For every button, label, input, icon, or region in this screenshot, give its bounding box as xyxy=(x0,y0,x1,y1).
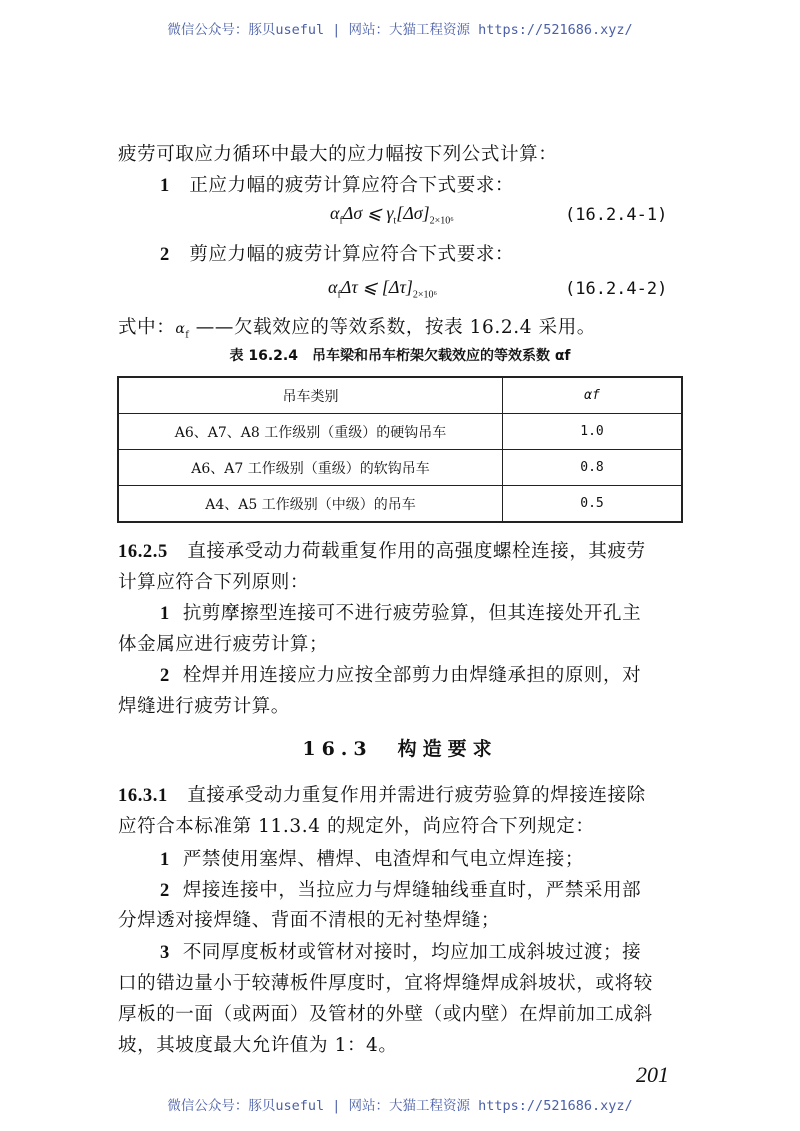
clause-16-3-1: 16.3.1 直接承受动力重复作用并需进行疲劳验算的焊接连接除 xyxy=(118,785,646,806)
table-row: A4、A5 工作级别（中级）的吊车 0.5 xyxy=(118,486,682,523)
equation-1-label: (16.2.4-1) xyxy=(565,205,668,225)
clause-item: 3 不同厚度板材或管材对接时，均应加工成斜坡过渡；接 xyxy=(160,942,642,963)
clause-text: 厚板的一面（或两面）及管材的外壁（或内壁）在焊前加工成斜 xyxy=(118,1004,653,1025)
clause-item: 1 严禁使用塞焊、槽焊、电渣焊和气电立焊连接； xyxy=(160,849,584,870)
clause-text: 坡，其坡度最大允许值为 1：4。 xyxy=(118,1035,398,1056)
clause-text: 应符合本标准第 11.3.4 的规定外，尚应符合下列规定： xyxy=(118,816,595,837)
page-number: 201 xyxy=(636,1062,669,1087)
clause-text: 焊缝进行疲劳计算。 xyxy=(118,696,290,717)
item-number: 1 xyxy=(160,176,170,196)
table-header-row: 吊车类别 αf xyxy=(118,377,682,414)
item-text: 正应力幅的疲劳计算应符合下式要求： xyxy=(189,175,515,196)
watermark-header: 微信公众号：豚贝useful | 网站：大猫工程资源 https://521686.xyz/ xyxy=(167,22,633,38)
equation-2: $\alpha_f\Delta\tau$ ⩽ $[\Delta\tau]_{2\times 10^6}$ xyxy=(328,277,438,301)
equation-2-label: (16.2.4-2) xyxy=(565,279,668,299)
watermark-footer: 微信公众号：豚贝useful | 网站：大猫工程资源 https://521686.xyz/ xyxy=(167,1098,633,1114)
table-caption: 表 16.2.4 吊车梁和吊车桁架欠载效应的等效系数 αf xyxy=(229,348,571,364)
clause-text: 计算应符合下列原则： xyxy=(118,572,310,593)
clause-text: 分焊透对接焊缝、背面不清根的无衬垫焊缝； xyxy=(118,910,501,931)
clause-text: 口的错边量小于较薄板件厚度时，宜将焊缝焊成斜坡状，或将较 xyxy=(118,973,653,994)
clause-item: 1 抗剪摩擦型连接可不进行疲劳验算，但其连接处开孔主 xyxy=(160,603,642,624)
item-number: 2 xyxy=(160,245,170,265)
where-clause: 式中：$\alpha_f$ ——欠载效应的等效系数，按表 16.2.4 采用。 xyxy=(118,317,596,341)
intro-text: 疲劳可取应力循环中最大的应力幅按下列公式计算： xyxy=(118,144,558,165)
clause-16-2-5: 16.2.5 直接承受动力荷载重复作用的高强度螺栓连接，其疲劳 xyxy=(118,541,646,562)
clause-text: 体金属应进行疲劳计算； xyxy=(118,634,329,655)
item-1 xyxy=(160,171,514,197)
table-row: A6、A7 工作级别（重级）的软钩吊车 0.8 xyxy=(118,450,682,486)
coefficient-table xyxy=(117,376,683,523)
section-title: 16.3 构造要求 xyxy=(302,738,498,760)
clause-item: 2 栓焊并用连接应力应按全部剪力由焊缝承担的原则，对 xyxy=(160,665,642,686)
table-row: A6、A7、A8 工作级别（重级）的硬钩吊车 1.0 xyxy=(118,414,682,450)
item-text: 剪应力幅的疲劳计算应符合下式要求： xyxy=(189,244,515,265)
clause-item: 2 焊接连接中，当拉应力与焊缝轴线垂直时，严禁采用部 xyxy=(160,880,642,901)
equation-1: $\alpha_f\Delta\sigma$ ⩽ $\gamma_t[\Delta\sigma]_{2\times 10^6}$ xyxy=(330,203,454,227)
item-2 xyxy=(160,240,514,266)
